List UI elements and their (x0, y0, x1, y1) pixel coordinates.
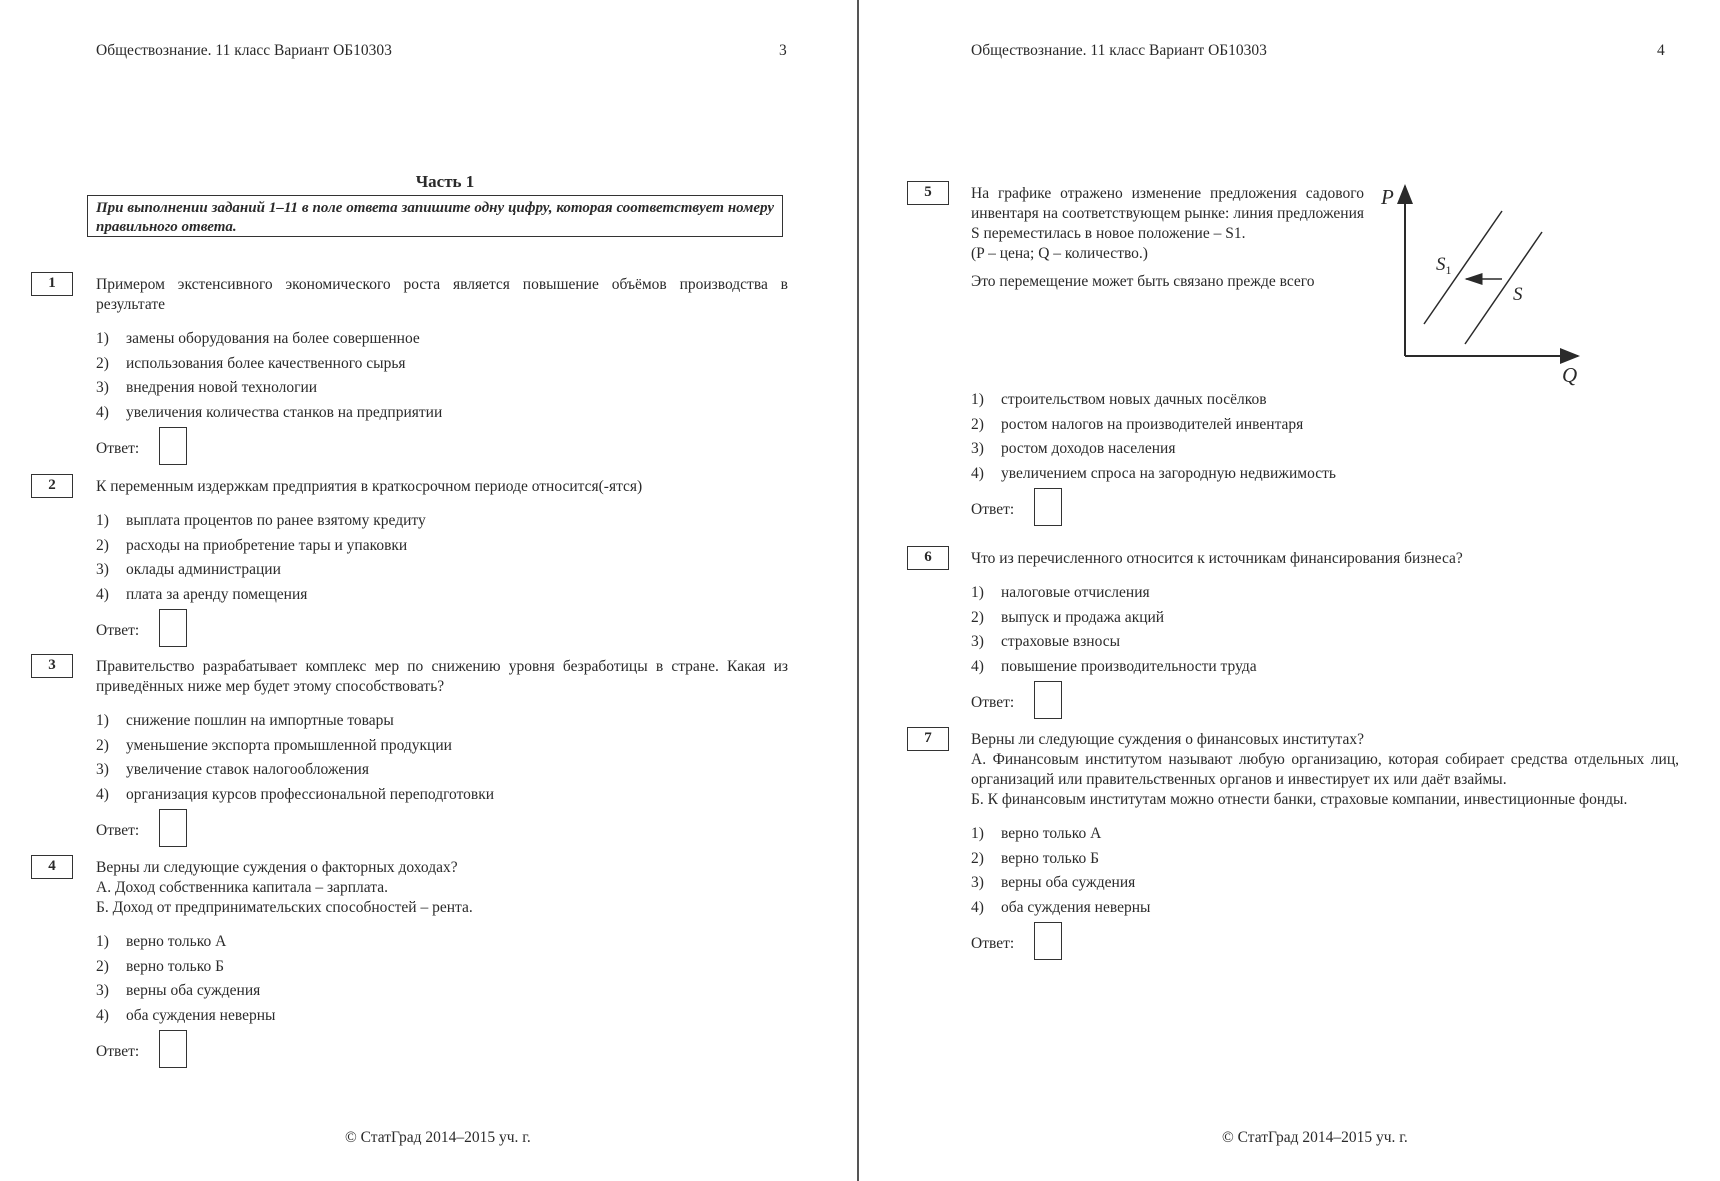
option-4[interactable]: 4) плата за аренду помещения (96, 585, 308, 603)
answer-input-4[interactable] (159, 1030, 187, 1068)
curve-label-s: S (1513, 284, 1523, 305)
option-4[interactable]: 4) оба суждения неверны (96, 1006, 276, 1024)
question-number-6: 6 (907, 546, 949, 570)
option-2[interactable]: 2) использования более качественного сырья (96, 354, 406, 372)
answer-label: Ответ: (96, 440, 140, 457)
question-5-options (971, 390, 1679, 532)
option-1[interactable]: 1) строительством новых дачных посёлков (971, 391, 1267, 408)
question-stem: Правительство разрабатывает комплекс мер по снижению уровня безработицы в стране. Какая из приведённых ниже мер будет этому способствовать? (96, 658, 788, 695)
option-4[interactable]: 4) повышение производительности труда (971, 657, 1257, 675)
axis-label-p: P (1381, 185, 1394, 209)
option-4[interactable]: 4) организация курсов профессиональной переподготовки (96, 785, 495, 803)
page-header: Обществознание. 11 класс Вариант ОБ10303 (971, 42, 1267, 59)
option-3[interactable]: 3) верны оба суждения (96, 982, 261, 999)
answer-label: Ответ: (96, 1043, 140, 1060)
answer-label: Ответ: (971, 694, 1015, 711)
question-stem: К переменным издержкам предприятия в краткосрочном периоде относится(-ятся) (96, 478, 643, 495)
question-number-1: 1 (31, 272, 73, 296)
options-list (971, 390, 1679, 488)
answer-row (96, 427, 788, 471)
supply-shift-graph (1370, 178, 1590, 388)
left-page (0, 0, 858, 1181)
question-4 (96, 858, 788, 1074)
curve-label-s1: $S_1$ (1436, 254, 1452, 277)
options-list (96, 329, 788, 427)
options-list (96, 711, 788, 809)
answer-label: Ответ: (96, 622, 140, 639)
question-number-7: 7 (907, 727, 949, 751)
answer-input-6[interactable] (1034, 681, 1062, 719)
answer-input-1[interactable] (159, 427, 187, 465)
option-1[interactable]: 1) выплата процентов по ранее взятому кредиту (96, 512, 426, 529)
question-stem: Верны ли следующие суждения о финансовых институтах? А. Финансовым институтом называют любую организацию, которая собирает средства отдельных лиц, организаций или правительственных органов и инвестирует их или даёт взаймы. Б. К финансовым институтам можно отнести банки, страховые компании, инвестиционные фонды. (971, 731, 1679, 808)
page-footer: © СтатГрад 2014–2015 уч. г. (345, 1129, 531, 1146)
question-number-4: 4 (31, 855, 73, 879)
option-2[interactable]: 2) верно только Б (971, 849, 1099, 867)
instruction-box: При выполнении заданий 1–11 в поле ответа запишите одну цифру, которая соответствует номеру правильного ответа. (87, 195, 783, 237)
option-3[interactable]: 3) внедрения новой технологии (96, 379, 318, 396)
option-3[interactable]: 3) увеличение ставок налогообложения (96, 761, 369, 778)
question-stem: Примером экстенсивного экономического роста является повышение объёмов производства в результате (96, 276, 788, 313)
option-1[interactable]: 1) налоговые отчисления (971, 584, 1150, 601)
answer-input-3[interactable] (159, 809, 187, 847)
option-3[interactable]: 3) верны оба суждения (971, 874, 1136, 891)
options-list (96, 932, 788, 1030)
option-3[interactable]: 3) страховые взносы (971, 633, 1121, 650)
answer-row (971, 922, 1679, 966)
page-footer: © СтатГрад 2014–2015 уч. г. (1222, 1129, 1408, 1146)
answer-input-2[interactable] (159, 609, 187, 647)
question-7 (971, 730, 1679, 966)
answer-input-7[interactable] (1034, 922, 1062, 960)
answer-label: Ответ: (96, 822, 140, 839)
answer-row (96, 809, 788, 853)
option-2[interactable]: 2) расходы на приобретение тары и упаковки (96, 536, 408, 554)
axis-label-q: Q (1562, 363, 1578, 387)
options-list (971, 583, 1679, 681)
option-2[interactable]: 2) верно только Б (96, 957, 224, 975)
question-stem: На графике отражено изменение предложения садового инвентаря на соответствующем рынке: линия предложения S переместилась в новое положение – S1. (P – цена; Q – количество.) Это перемещение может быть связано прежде всего (971, 185, 1364, 290)
option-2[interactable]: 2) выпуск и продажа акций (971, 608, 1165, 626)
options-list (971, 824, 1679, 922)
options-list (96, 511, 788, 609)
option-2[interactable]: 2) ростом налогов на производителей инвентаря (971, 415, 1304, 433)
question-number-5: 5 (907, 181, 949, 205)
statement-a: А. Доход собственника капитала – зарплата. (96, 879, 388, 896)
option-1[interactable]: 1) замены оборудования на более совершенное (96, 330, 420, 347)
option-3[interactable]: 3) ростом доходов населения (971, 440, 1176, 457)
option-2[interactable]: 2) уменьшение экспорта промышленной продукции (96, 736, 452, 754)
part-title: Часть 1 (415, 172, 475, 191)
question-number-2: 2 (31, 474, 73, 498)
question-stem: Что из перечисленного относится к источникам финансирования бизнеса? (971, 550, 1463, 567)
page-number: 4 (1657, 42, 1665, 59)
option-1[interactable]: 1) верно только А (971, 825, 1102, 842)
question-5-stem (971, 184, 1364, 292)
question-3 (96, 657, 788, 853)
question-stem: Верны ли следующие суждения о факторных доходах? А. Доход собственника капитала – зарплата. Б. Доход от предпринимательских способностей – рента. (96, 858, 788, 918)
option-4[interactable]: 4) увеличением спроса на загородную недвижимость (971, 464, 1336, 482)
question-6 (971, 549, 1679, 725)
stem-question: Это перемещение может быть связано прежде всего (971, 273, 1315, 290)
question-1 (96, 275, 788, 471)
option-4[interactable]: 4) увеличения количества станков на предприятии (96, 403, 443, 421)
statement-b: Б. К финансовым институтам можно отнести банки, страховые компании, инвестиционные фонды. (971, 791, 1628, 808)
option-1[interactable]: 1) снижение пошлин на импортные товары (96, 712, 394, 729)
option-3[interactable]: 3) оклады администрации (96, 561, 281, 578)
right-page (860, 0, 1720, 1181)
question-number-3: 3 (31, 654, 73, 678)
answer-input-5[interactable] (1034, 488, 1062, 526)
answer-row (96, 609, 788, 653)
answer-row (971, 488, 1679, 532)
answer-label: Ответ: (971, 935, 1015, 952)
statement-b: Б. Доход от предпринимательских способностей – рента. (96, 899, 473, 916)
option-1[interactable]: 1) верно только А (96, 933, 227, 950)
statement-a: А. Финансовым институтом называют любую организацию, которая собирает средства отдельных лиц, организаций или правительственных органов и инвестирует их или даёт взаймы. (971, 751, 1679, 788)
page-header: Обществознание. 11 класс Вариант ОБ10303 (96, 42, 392, 59)
question-2 (96, 477, 788, 653)
option-4[interactable]: 4) оба суждения неверны (971, 898, 1151, 916)
page-number: 3 (779, 42, 787, 59)
answer-row (971, 681, 1679, 725)
answer-row (96, 1030, 788, 1074)
answer-label: Ответ: (971, 501, 1015, 518)
stem-note: (P – цена; Q – количество.) (971, 245, 1148, 262)
